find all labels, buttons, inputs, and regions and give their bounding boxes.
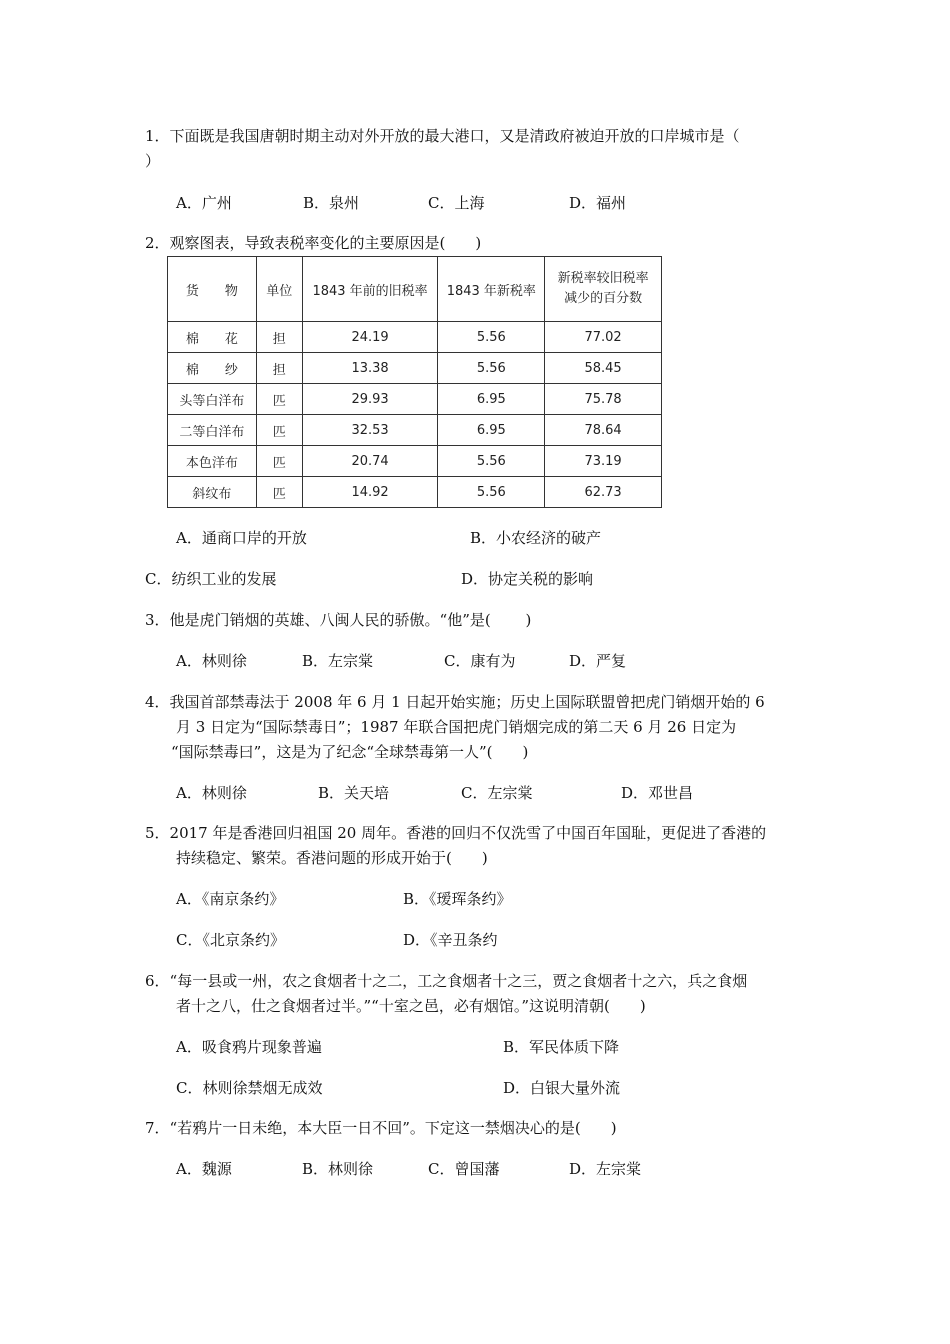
cell-old-rate: 14.92 (302, 477, 438, 508)
q2-option-c[interactable]: C．纺织工业的发展 (145, 570, 277, 588)
q6-option-c[interactable]: C．林则徐禁烟无成效 (176, 1079, 323, 1097)
q3-option-a[interactable]: A．林则徐 (176, 652, 247, 670)
header-old-rate: 1843 年前的旧税率 (302, 257, 438, 322)
cell-goods: 二等白洋布 (168, 415, 257, 446)
header-new-rate: 1843 年新税率 (438, 257, 545, 322)
q3-stem: 3．他是虎门销烟的英雄、八闽人民的骄傲。“他”是( ) (145, 611, 532, 629)
q1-stem-line2: ） (145, 152, 161, 170)
q5-stem-line2: 持续稳定、繁荣。香港问题的形成开始于( ) (176, 849, 488, 867)
cell-new-rate: 6.95 (438, 415, 545, 446)
cell-reduction: 62.73 (545, 477, 662, 508)
cell-unit: 匹 (256, 477, 302, 508)
q7-option-b[interactable]: B．林则徐 (302, 1160, 374, 1178)
q6-option-d[interactable]: D．白银大量外流 (503, 1079, 621, 1097)
q5-option-c[interactable]: C．《北京条约》 (176, 931, 285, 949)
table-row (168, 415, 662, 446)
header-reduction-percent: 新税率较旧税率减少的百分数 (545, 257, 662, 322)
q3-option-b[interactable]: B．左宗棠 (302, 652, 374, 670)
q6-stem-line1: 6．“每一县或一州，农之食烟者十之二，工之食烟者十之三，贾之食烟者十之六，兵之食烟 (145, 972, 748, 990)
table-header-row (168, 257, 662, 322)
cell-reduction: 75.78 (545, 384, 662, 415)
cell-unit: 担 (256, 353, 302, 384)
cell-unit: 匹 (256, 446, 302, 477)
q5-option-a[interactable]: A．《南京条约》 (176, 890, 285, 908)
header-unit: 单位 (256, 257, 302, 322)
q4-option-c[interactable]: C．左宗棠 (461, 784, 533, 802)
q6-stem-line2: 者十之八，仕之食烟者过半。”“十室之邑，必有烟馆。”这说明清朝( ) (176, 997, 646, 1015)
q7-option-a[interactable]: A．魏源 (176, 1160, 232, 1178)
q2-option-a[interactable]: A．通商口岸的开放 (176, 529, 307, 547)
cell-new-rate: 5.56 (438, 477, 545, 508)
q4-stem-line1: 4．我国首部禁毒法于 2008 年 6 月 1 日起开始实施；历史上国际联盟曾把虎门销烟开始的 6 (145, 693, 765, 711)
tax-rate-table (167, 256, 662, 508)
q7-option-c[interactable]: C．曾国藩 (428, 1160, 500, 1178)
q6-option-a[interactable]: A．吸食鸦片现象普遍 (176, 1038, 322, 1056)
cell-goods: 头等白洋布 (168, 384, 257, 415)
header-goods: 货 物 (168, 257, 257, 322)
q2-option-b[interactable]: B．小农经济的破产 (470, 529, 602, 547)
cell-reduction: 73.19 (545, 446, 662, 477)
table-row (168, 353, 662, 384)
q4-stem-line2: 月 3 日定为“国际禁毒日”；1987 年联合国把虎门销烟完成的第二天 6 月 26 日定为 (176, 718, 737, 736)
q1-option-a[interactable]: A．广州 (176, 194, 232, 212)
cell-new-rate: 5.56 (438, 446, 545, 477)
cell-goods: 棉 花 (168, 322, 257, 353)
cell-reduction: 58.45 (545, 353, 662, 384)
q7-option-d[interactable]: D．左宗棠 (569, 1160, 642, 1178)
table-row (168, 477, 662, 508)
cell-old-rate: 29.93 (302, 384, 438, 415)
q5-stem-line1: 5．2017 年是香港回归祖国 20 周年。香港的回归不仅洗雪了中国百年国耻，更促进了香港的 (145, 824, 767, 842)
cell-unit: 担 (256, 322, 302, 353)
cell-goods: 棉 纱 (168, 353, 257, 384)
q3-option-d[interactable]: D．严复 (569, 652, 627, 670)
q2-option-d[interactable]: D．协定关税的影响 (461, 570, 594, 588)
cell-reduction: 78.64 (545, 415, 662, 446)
q5-option-d[interactable]: D．《辛丑条约 (403, 931, 498, 949)
cell-old-rate: 20.74 (302, 446, 438, 477)
cell-goods: 本色洋布 (168, 446, 257, 477)
table-row (168, 384, 662, 415)
cell-old-rate: 13.38 (302, 353, 438, 384)
table-row (168, 322, 662, 353)
table-row (168, 446, 662, 477)
cell-new-rate: 5.56 (438, 322, 545, 353)
q2-stem: 2．观察图表，导致表税率变化的主要原因是( ) (145, 234, 482, 252)
q1-stem-line1: 1．下面既是我国唐朝时期主动对外开放的最大港口，又是清政府被迫开放的口岸城市是（ (145, 127, 740, 145)
q3-option-c[interactable]: C．康有为 (444, 652, 516, 670)
q7-stem: 7．“若鸦片一日未绝，本大臣一日不回”。下定这一禁烟决心的是( ) (145, 1119, 617, 1137)
cell-unit: 匹 (256, 384, 302, 415)
cell-goods: 斜纹布 (168, 477, 257, 508)
cell-new-rate: 6.95 (438, 384, 545, 415)
q6-option-b[interactable]: B．军民体质下降 (503, 1038, 620, 1056)
cell-old-rate: 32.53 (302, 415, 438, 446)
cell-old-rate: 24.19 (302, 322, 438, 353)
q1-option-b[interactable]: B．泉州 (303, 194, 360, 212)
cell-unit: 匹 (256, 415, 302, 446)
q4-option-b[interactable]: B．关天培 (318, 784, 390, 802)
q1-option-c[interactable]: C．上海 (428, 194, 485, 212)
cell-reduction: 77.02 (545, 322, 662, 353)
q1-option-d[interactable]: D．福州 (569, 194, 627, 212)
q4-option-d[interactable]: D．邓世昌 (621, 784, 694, 802)
cell-new-rate: 5.56 (438, 353, 545, 384)
q4-option-a[interactable]: A．林则徐 (176, 784, 247, 802)
q4-stem-line3: “国际禁毒曰”，这是为了纪念“全球禁毒第一人”( ) (171, 743, 529, 761)
q5-option-b[interactable]: B．《瑷珲条约》 (403, 890, 512, 908)
